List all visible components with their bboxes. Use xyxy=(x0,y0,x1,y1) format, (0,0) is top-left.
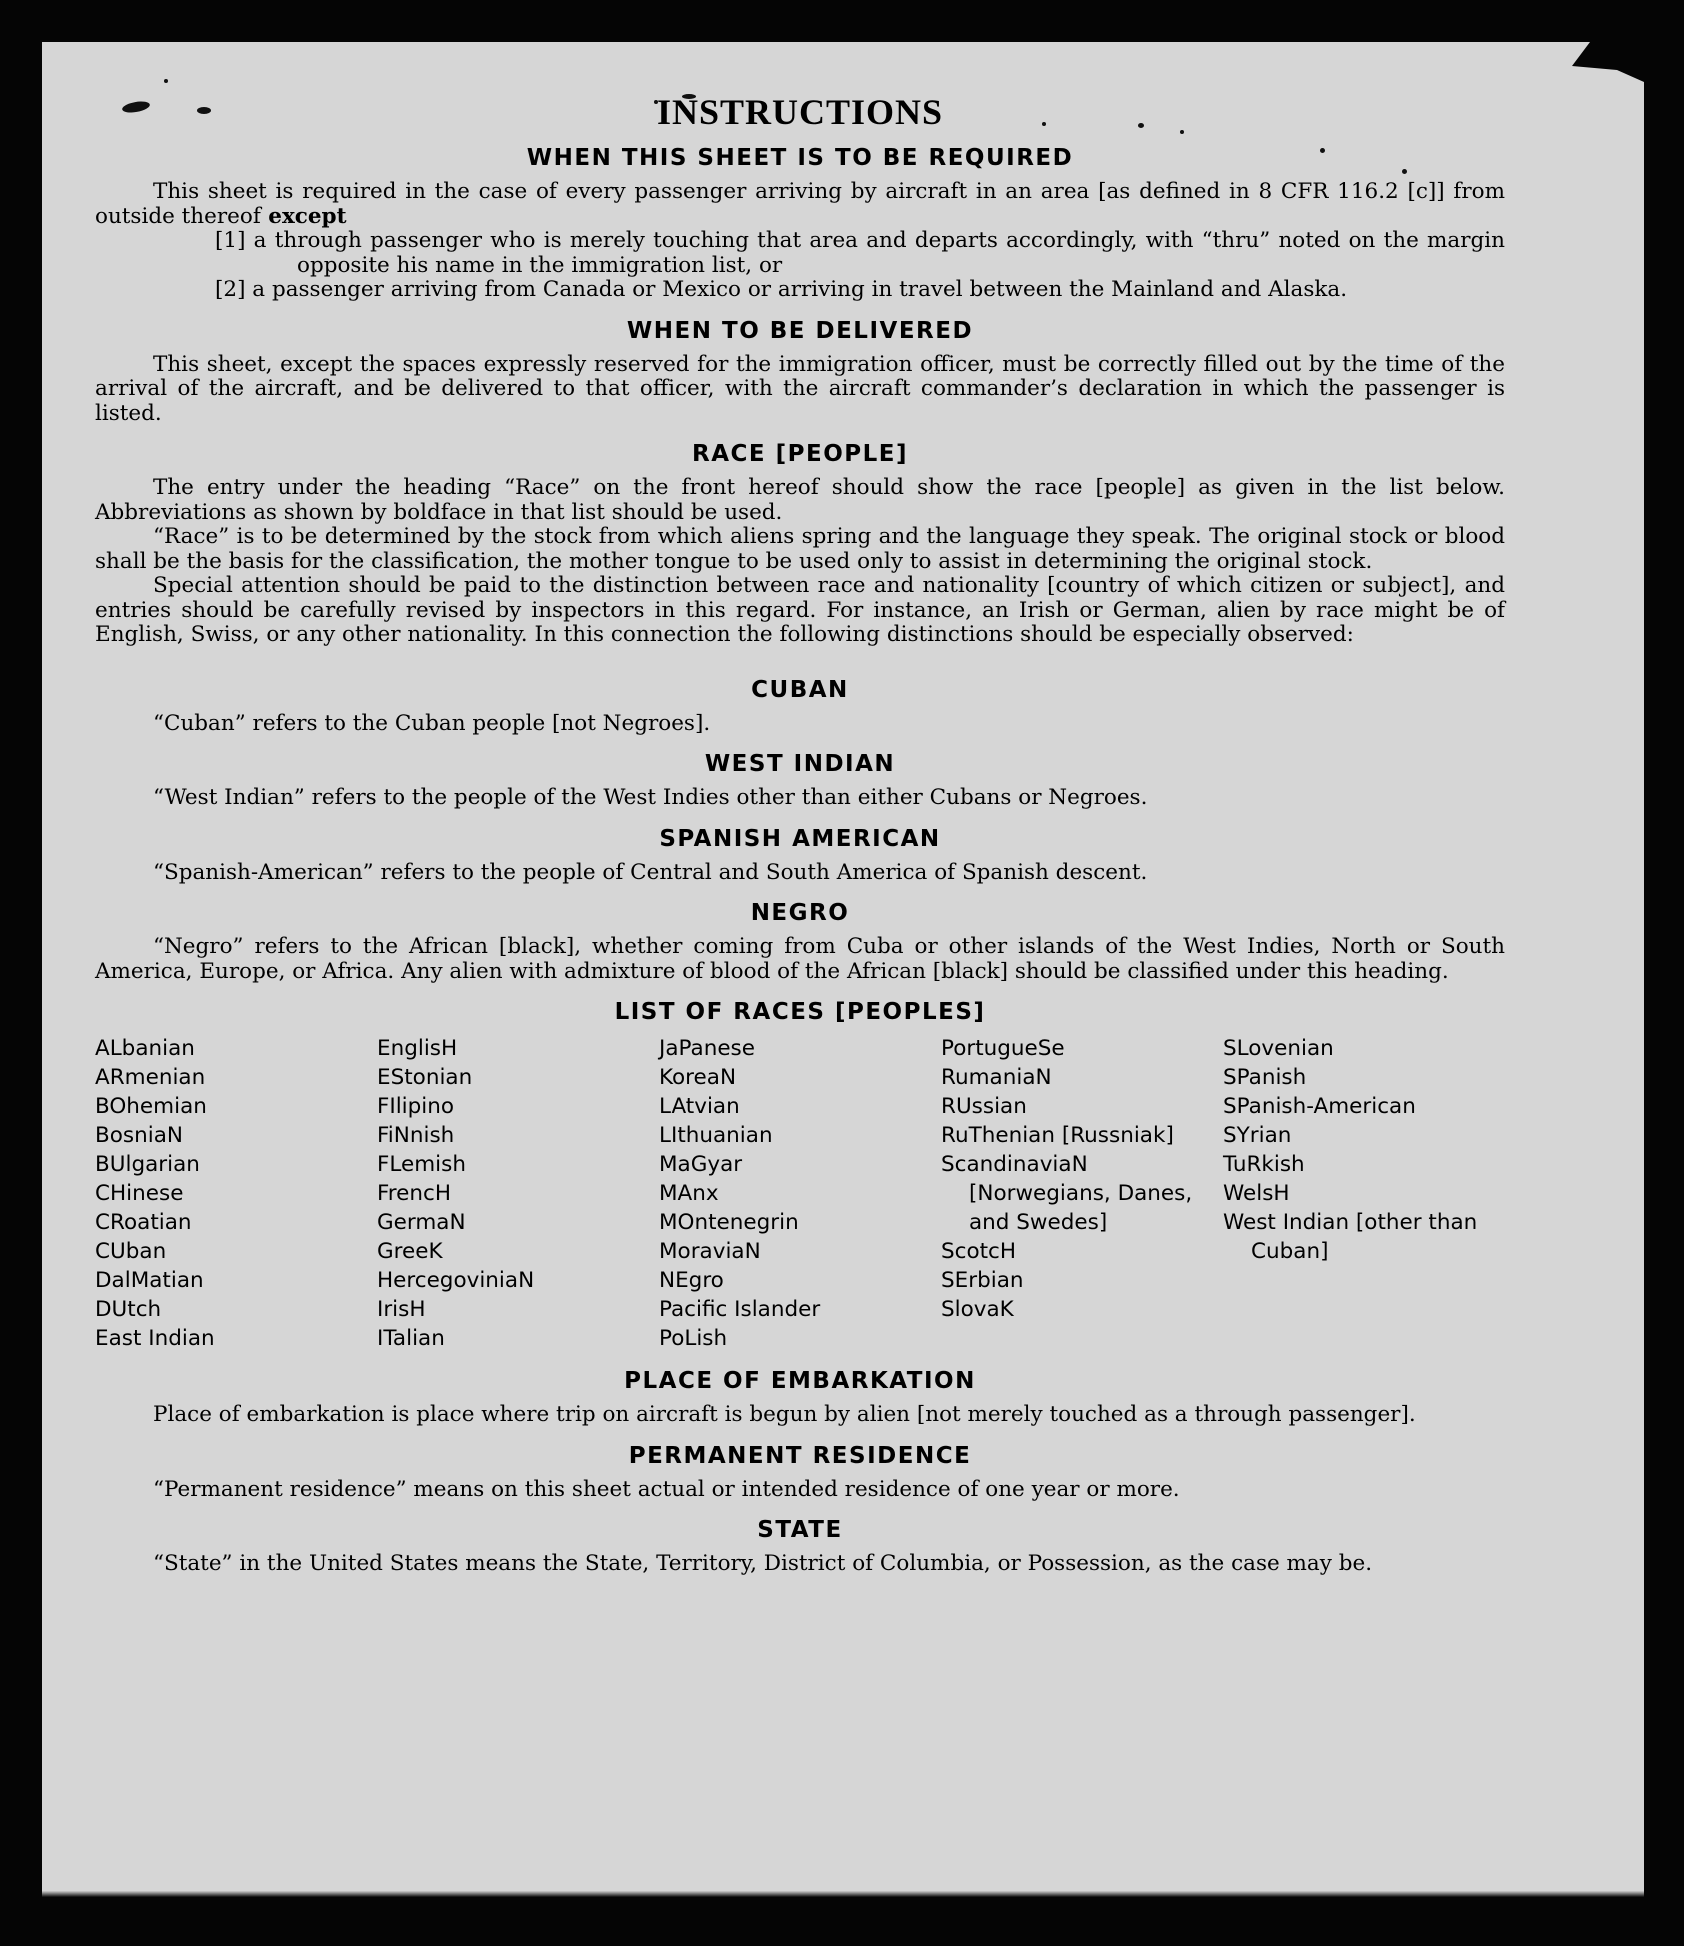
race-paragraph-1: The entry under the heading “Race” on the front hereof should show the race [people] as given in the list below. Abbreviations as shown by boldface in that list should be used. xyxy=(95,475,1505,525)
race-list-item: WelsH xyxy=(1223,1181,1290,1206)
race-list-item: BUlgarian xyxy=(95,1152,200,1177)
race-list xyxy=(95,1034,1505,1353)
embarkation-text: Place of embarkation is place where trip on aircraft is begun by alien [not merely touched as a through passenger]. xyxy=(153,1402,1416,1427)
race-list-item: NEgro xyxy=(659,1268,724,1293)
race-list-item: CHinese xyxy=(95,1181,184,1206)
page-title: INSTRUCTIONS xyxy=(656,92,944,132)
race-list-item: FrencH xyxy=(377,1181,452,1206)
race-list-item: IrisH xyxy=(377,1297,426,1322)
race-list-item: KoreaN xyxy=(659,1065,737,1090)
west-indian-text: “West Indian” refers to the people of the West Indies other than either Cubans or Negroes. xyxy=(153,785,1148,810)
cuban-text: “Cuban” refers to the Cuban people [not Negroes]. xyxy=(153,710,711,736)
race-list-item: MoraviaN xyxy=(659,1239,761,1264)
race-list-item: EStonian xyxy=(377,1065,473,1090)
race-list-item: LAtvian xyxy=(659,1094,740,1119)
heading-spanish-american: SPANISH AMERICAN xyxy=(659,825,941,852)
residence-text: “Permanent residence” means on this sheet actual or intended residence of one year or more. xyxy=(153,1476,1180,1502)
heading-race: RACE [PEOPLE] xyxy=(692,441,908,467)
race-list-item: FIlipino xyxy=(377,1094,455,1119)
race-list-item: GermaN xyxy=(377,1210,466,1235)
race-list-item: MAnx xyxy=(659,1181,719,1206)
heading-list-of-races: LIST OF RACES [PEOPLES] xyxy=(614,999,986,1025)
required-item-1: [1] a through passenger who is merely touching that area and departs accordingly, with “thru” noted on the margin opposite his name in the immigration list, or xyxy=(215,228,1505,278)
race-list-item: CUban xyxy=(95,1239,167,1264)
race-list-item: FLemish xyxy=(377,1152,466,1177)
required-item-2: [2] a passenger arriving from Canada or Mexico or arriving in travel between the Mainland and Alaska. xyxy=(215,277,1348,302)
race-list-item: RuThenian [Russniak] xyxy=(941,1123,1174,1148)
race-list-item: East Indian xyxy=(95,1326,215,1351)
race-list-item: MaGyar xyxy=(659,1152,743,1177)
heading-negro: NEGRO xyxy=(750,900,850,926)
race-list-item: ALbanian xyxy=(95,1036,195,1061)
race-column xyxy=(95,1034,377,1353)
heading-delivered: WHEN TO BE DELIVERED xyxy=(626,317,974,344)
race-column xyxy=(377,1034,659,1353)
race-list-item: ScotcH xyxy=(941,1239,1017,1264)
page-edge xyxy=(42,1891,1644,1897)
race-list-item: West Indian [other than Cuban] xyxy=(1223,1210,1478,1264)
torn-corner xyxy=(1554,42,1644,82)
race-list-item: SErbian xyxy=(941,1268,1024,1293)
spanish-american-text: “Spanish-American” refers to the people of Central and South America of Spanish descent. xyxy=(153,859,1148,885)
race-list-item: BosniaN xyxy=(95,1123,183,1148)
race-list-item: BOhemian xyxy=(95,1094,207,1119)
heading-cuban: CUBAN xyxy=(751,676,849,703)
heading-residence: PERMANENT RESIDENCE xyxy=(628,1442,972,1469)
required-intro-text: This sheet is required in the case of every passenger arriving by aircraft in an area [as defined in 8 CFR 116.2 [c]] from outside thereof xyxy=(95,179,1505,229)
instructions-content xyxy=(95,90,1505,1577)
race-list-item: JaPanese xyxy=(659,1036,755,1061)
race-list-item: SPanish-American xyxy=(1223,1094,1416,1119)
race-list-item: SLovenian xyxy=(1223,1036,1334,1061)
race-list-item: SYrian xyxy=(1223,1123,1292,1148)
race-list-item: DUtch xyxy=(95,1297,162,1322)
state-text: “State” in the United States means the State, Territory, District of Columbia, or Possession, as the case may be. xyxy=(153,1551,1373,1576)
delivered-text: This sheet, except the spaces expressly reserved for the immigration officer, must be correctly filled out by the time of the arrival of the aircraft, and be delivered to that officer, with the aircraft commander’s declaration in which the passenger is listed. xyxy=(95,351,1505,426)
race-list-item: FiNnish xyxy=(377,1123,455,1148)
race-list-item: SlovaK xyxy=(941,1297,1014,1322)
race-list-item: TuRkish xyxy=(1223,1152,1305,1177)
race-paragraph-2: “Race” is to be determined by the stock from which aliens spring and the language they speak. The original stock or blood shall be the basis for the classification, the mother tongue to be used only to assist in determining the original stock. xyxy=(95,524,1505,574)
race-list-item: ScandinaviaN [Norwegians, Danes, and Swedes] xyxy=(941,1152,1193,1235)
race-column xyxy=(659,1034,941,1353)
race-list-item: PoLish xyxy=(659,1326,728,1351)
race-list-item: SPanish xyxy=(1223,1065,1307,1090)
race-list-item: DalMatian xyxy=(95,1268,204,1293)
negro-text: “Negro” refers to the African [black], whether coming from Cuba or other islands of the West Indies, North or South America, Europe, or Africa. Any alien with admixture of blood of the African [black] should be classified under this heading. xyxy=(95,934,1505,984)
heading-state: STATE xyxy=(757,1517,843,1543)
race-list-item: GreeK xyxy=(377,1239,443,1264)
race-list-item: RumaniaN xyxy=(941,1065,1052,1090)
race-list-item: LIthuanian xyxy=(659,1123,773,1148)
ink-speck xyxy=(164,79,168,83)
heading-west-indian: WEST INDIAN xyxy=(704,751,896,777)
race-paragraph-3: Special attention should be paid to the distinction between race and nationality [country of which citizen or subject], and entries should be carefully revised by inspectors in this regard. For instance, an Irish or German, alien by race might be of English, Swiss, or any other nationality. In this connection the following distinctions should be especially observed: xyxy=(95,573,1505,647)
race-list-item: MOntenegrin xyxy=(659,1210,799,1235)
race-column xyxy=(1223,1034,1505,1353)
race-list-item: ITalian xyxy=(377,1326,445,1351)
required-intro-except: except xyxy=(260,203,347,229)
race-list-item: CRoatian xyxy=(95,1210,192,1235)
race-list-item: HercegoviniaN xyxy=(377,1268,535,1293)
required-intro xyxy=(95,180,1505,229)
race-list-item: EnglisH xyxy=(377,1036,458,1061)
race-list-item: Pacific Islander xyxy=(659,1297,821,1322)
race-list-item: PortugueSe xyxy=(941,1036,1065,1061)
race-column xyxy=(941,1034,1223,1353)
heading-required: WHEN THIS SHEET IS TO BE REQUIRED xyxy=(526,145,1074,171)
race-list-item: ARmenian xyxy=(95,1065,206,1090)
heading-embarkation: PLACE OF EMBARKATION xyxy=(624,1368,976,1394)
race-list-item: RUssian xyxy=(941,1094,1027,1119)
